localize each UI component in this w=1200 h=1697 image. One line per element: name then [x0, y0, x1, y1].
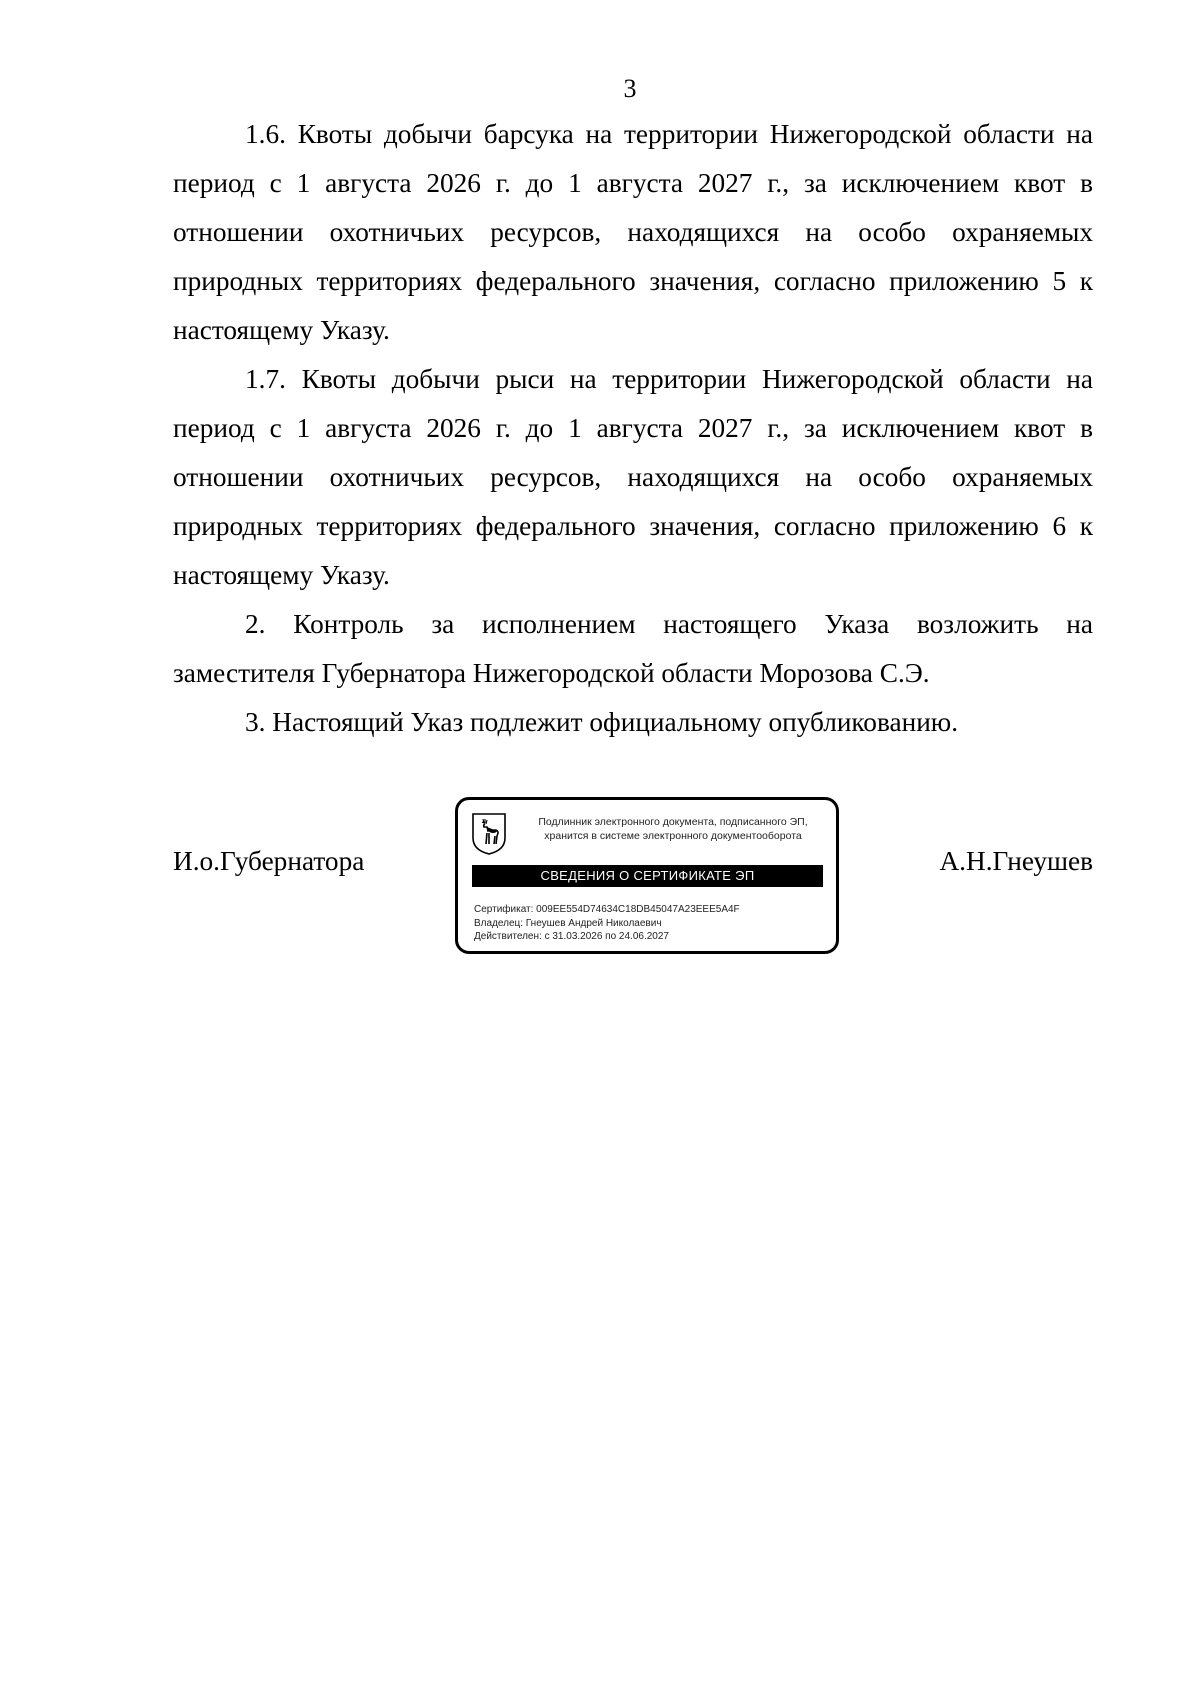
electronic-signature-stamp [455, 797, 839, 954]
paragraph-3: 3. Настоящий Указ подлежит официальному опубликованию. [245, 707, 959, 737]
certificate-validity: Действителен: с 31.03.2026 по 24.06.2027 [474, 931, 669, 942]
paragraph-1-6: 1.6. Квоты добычи барсука на территории Нижегородской области на период с 1 августа 2026 г. до 1 августа 2027 г., за исключением квот в отношении охотничьих ресурсов, находящихся на особо охраняемых природных территориях федерального значения, согласно приложению 5 к настоящему Указу. [173, 119, 1093, 345]
page-number: 3 [623, 74, 637, 103]
stamp-note [518, 815, 828, 843]
signer-name: А.Н.Гнеушев [939, 846, 1093, 876]
paragraph-1-7: 1.7. Квоты добычи рыси на территории Нижегородской области на период с 1 августа 2026 г. до 1 августа 2027 г., за исключением квот в отношении охотничьих ресурсов, находящихся на особо охраняемых природных территориях федерального значения, согласно приложению 6 к настоящему Указу. [173, 364, 1093, 590]
document-body [173, 110, 1093, 747]
nizhny-novgorod-coat-of-arms-icon [471, 812, 507, 856]
signer-position: И.о.Губернатора [173, 846, 365, 876]
stamp-note-line-1: Подлинник электронного документа, подписанного ЭП, [538, 816, 808, 828]
stamp-header-bar: СВЕДЕНИЯ О СЕРТИФИКАТЕ ЭП [472, 865, 823, 887]
stamp-note-line-2: хранится в системе электронного документооборота [544, 830, 802, 842]
certificate-number: Сертификат: 009EE554D74634C18DB45047A23EEE5A4F [474, 904, 740, 915]
certificate-owner: Владелец: Гнеушев Андрей Николаевич [474, 917, 662, 929]
certificate-details [474, 903, 740, 944]
paragraph-2: 2. Контроль за исполнением настоящего Указа возложить на заместителя Губернатора Нижегородской области Морозова С.Э. [173, 609, 1093, 688]
